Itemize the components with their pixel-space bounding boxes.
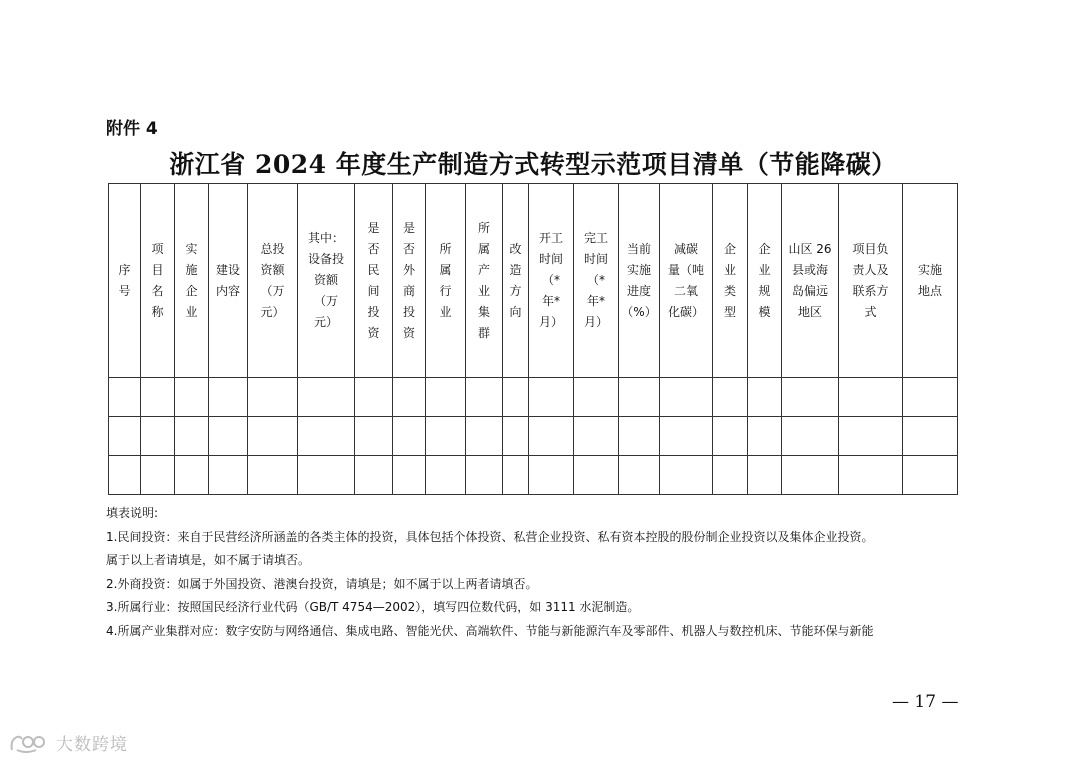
header-label: 完工 时间 （* 年* 月） xyxy=(583,231,608,329)
attachment-label: 附件 4 xyxy=(106,119,158,139)
header-label: 当前 实施 进度 （%） xyxy=(621,241,657,319)
table-cell xyxy=(466,456,503,495)
table-cell xyxy=(141,456,175,495)
table-cell xyxy=(839,417,903,456)
table-cell xyxy=(175,378,209,417)
table-cell xyxy=(574,417,619,456)
table-cell xyxy=(748,417,782,456)
header-label: 企 业 规 模 xyxy=(758,241,771,319)
table-cell xyxy=(426,378,466,417)
table-header-cell xyxy=(748,184,782,378)
table-cell xyxy=(574,456,619,495)
table-header-cell xyxy=(209,184,248,378)
table-cell xyxy=(248,456,298,495)
header-label: 项 目 名 称 xyxy=(151,241,164,319)
watermark xyxy=(8,730,128,755)
table-cell xyxy=(660,417,713,456)
header-label: 所 属 产 业 集 群 xyxy=(477,220,490,340)
table-cell xyxy=(248,378,298,417)
table-cell xyxy=(248,417,298,456)
header-label: 实 施 企 业 xyxy=(185,241,198,319)
header-label: 实施 地点 xyxy=(917,262,942,298)
table-cell xyxy=(209,378,248,417)
table-header-cell xyxy=(782,184,839,378)
note-item: 属于以上者请填是，如不属于请填否。 xyxy=(106,553,311,567)
table-cell xyxy=(903,378,958,417)
table-cell xyxy=(141,417,175,456)
table-cell xyxy=(141,378,175,417)
table-cell xyxy=(298,456,355,495)
table-cell xyxy=(713,417,748,456)
document-title: 浙江省 2024 年度生产制造方式转型示范项目清单（节能降碳） xyxy=(169,150,897,179)
table-cell xyxy=(839,456,903,495)
table-cell xyxy=(619,417,660,456)
table-cell xyxy=(574,378,619,417)
header-label: 改 造 方 向 xyxy=(509,241,522,319)
header-label: 建设 内容 xyxy=(215,262,240,298)
table-cell xyxy=(355,417,393,456)
table-header-cell xyxy=(839,184,903,378)
table-cell xyxy=(713,456,748,495)
table-row xyxy=(109,378,958,417)
header-label: 项目负 责人及 联系方 式 xyxy=(852,241,889,319)
notes-heading: 填表说明: xyxy=(106,506,159,520)
table-cell xyxy=(109,378,141,417)
table-header-cell xyxy=(393,184,426,378)
table-header-cell xyxy=(141,184,175,378)
table-cell xyxy=(782,378,839,417)
table-cell xyxy=(782,417,839,456)
table-cell xyxy=(503,378,529,417)
header-label: 其中： 设备投 资额 （万 元） xyxy=(307,231,344,329)
table-cell xyxy=(529,378,574,417)
table-cell xyxy=(660,456,713,495)
table-cell xyxy=(713,378,748,417)
table-cell xyxy=(503,417,529,456)
table-cell xyxy=(660,378,713,417)
table-header-cell xyxy=(903,184,958,378)
table-header-cell xyxy=(109,184,141,378)
header-label: 所 属 行 业 xyxy=(439,241,452,319)
table-cell xyxy=(298,378,355,417)
table-header-cell xyxy=(175,184,209,378)
table-cell xyxy=(393,378,426,417)
table-header-cell xyxy=(426,184,466,378)
table-cell xyxy=(529,456,574,495)
watermark-logo-icon xyxy=(8,732,52,754)
table-cell xyxy=(619,456,660,495)
table-header-cell xyxy=(466,184,503,378)
table-header-cell xyxy=(529,184,574,378)
table-cell xyxy=(426,456,466,495)
table-cell xyxy=(748,456,782,495)
table-cell xyxy=(903,456,958,495)
table-row xyxy=(109,456,958,495)
table-header-cell xyxy=(298,184,355,378)
page-number: — 17 — xyxy=(892,692,959,712)
table-header-cell xyxy=(355,184,393,378)
table-header-cell xyxy=(660,184,713,378)
table-header-row xyxy=(109,184,958,378)
watermark-text: 大数跨境 xyxy=(56,735,128,755)
note-item: 3.所属行业：按照国民经济行业代码（GB/T 4754—2002），填写四位数代码，如 3111 水泥制造。 xyxy=(106,600,640,614)
table-cell xyxy=(748,378,782,417)
table-cell xyxy=(466,417,503,456)
header-label: 是 否 外 商 投 资 xyxy=(402,220,415,340)
header-label: 山区 26 县或海 岛偏远 地区 xyxy=(788,241,832,319)
table-header-cell xyxy=(619,184,660,378)
table-cell xyxy=(619,378,660,417)
project-list-table xyxy=(108,183,958,495)
note-item: 4.所属产业集群对应：数字安防与网络通信、集成电路、智能光伏、高端软件、节能与新能源汽车及零部件、机器人与数控机床、节能环保与新能 xyxy=(106,623,874,638)
table-cell xyxy=(529,417,574,456)
table-cell xyxy=(175,417,209,456)
table-cell xyxy=(109,417,141,456)
fill-instructions xyxy=(106,502,966,643)
table-header-cell xyxy=(713,184,748,378)
table-row xyxy=(109,417,958,456)
table-cell xyxy=(175,456,209,495)
table-header-cell xyxy=(574,184,619,378)
note-item: 2.外商投资：如属于外国投资、港澳台投资，请填是；如不属于以上两者请填否。 xyxy=(106,576,538,591)
header-label: 总投 资额 （万 元） xyxy=(260,241,285,319)
table-cell xyxy=(109,456,141,495)
table-cell xyxy=(426,417,466,456)
table-header-cell xyxy=(248,184,298,378)
table-cell xyxy=(209,417,248,456)
table-cell xyxy=(355,378,393,417)
table-cell xyxy=(209,456,248,495)
table-cell xyxy=(393,417,426,456)
note-item: 1.民间投资：来自于民营经济所涵盖的各类主体的投资，具体包括个体投资、私营企业投资、私有资本控股的股份制企业投资以及集体企业投资。 xyxy=(106,529,874,544)
table-cell xyxy=(903,417,958,456)
header-label: 是 否 民 间 投 资 xyxy=(367,220,380,340)
table-cell xyxy=(466,378,503,417)
table-cell xyxy=(503,456,529,495)
table-header-cell xyxy=(503,184,529,378)
header-label: 减碳 量（吨 二氧 化碳） xyxy=(667,241,704,319)
header-label: 企 业 类 型 xyxy=(723,241,736,319)
table-cell xyxy=(393,456,426,495)
header-label: 开工 时间 （* 年* 月） xyxy=(538,231,563,329)
table-cell xyxy=(839,378,903,417)
table-cell xyxy=(782,456,839,495)
table-cell xyxy=(355,456,393,495)
header-label: 序 号 xyxy=(118,262,131,298)
table-cell xyxy=(298,417,355,456)
